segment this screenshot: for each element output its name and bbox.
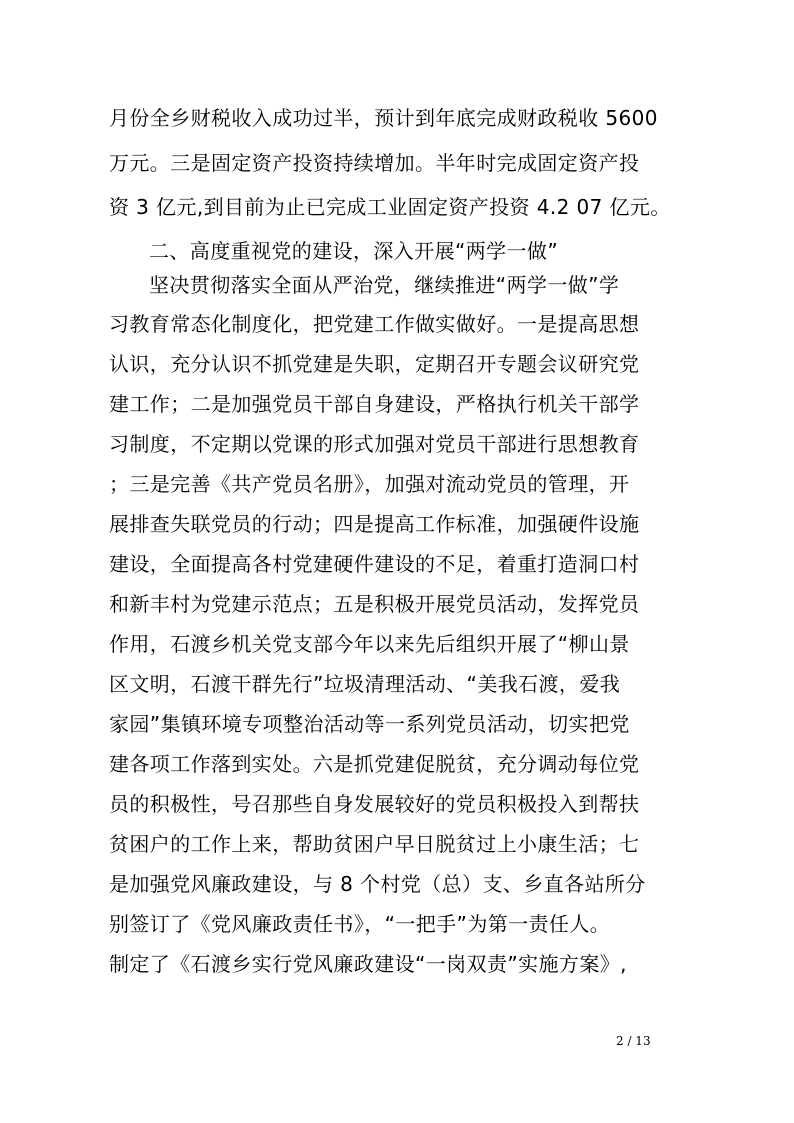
text-line: 月份全乡财税收入成功过半，预计到年底完成财政税收 5600	[109, 106, 658, 130]
text-line: 区文明，石渡干群先行”垃圾清理活动、“美我石渡，爱我	[109, 672, 621, 696]
text-line: 制定了《石渡乡实行党风廉政建设“一岗双责”实施方案》,	[109, 952, 627, 976]
text-line: 资 3 亿元,到目前为止已完成工业固定资产投资 4.2 07 亿元。	[109, 195, 671, 219]
page-number: 2 / 13	[616, 1034, 651, 1048]
text-line: 和新丰村为党建示范点；五是积极开展党员活动，发挥党员	[109, 592, 640, 616]
text-line: 展排查失联党员的行动；四是提高工作标准，加强硬件设施	[109, 512, 640, 536]
text-line: 建设，全面提高各村党建硬件建设的不足，着重打造洞口村	[109, 552, 640, 576]
text-line: ；三是完善《共产党员名册》，加强对流动党员的管理，开	[109, 472, 630, 496]
text-line: 家园”集镇环境专项整治活动等一系列党员活动，切实把党	[109, 712, 630, 736]
text-line: 作用，石渡乡机关党支部今年以来先后组织开展了“柳山景	[109, 632, 630, 656]
text-line: 别签订了《党风廉政责任书》，“一把手”为第一责任人。	[109, 912, 611, 936]
text-line: 贫困户的工作上来，帮助贫困户早日脱贫过上小康生活；七	[109, 832, 640, 856]
text-line: 是加强党风廉政建设，与 8 个村党（总）支、乡直各站所分	[109, 872, 646, 896]
text-line: 建工作；二是加强党员干部自身建设，严格执行机关干部学	[109, 392, 640, 416]
text-line: 万元。三是固定资产投资持续增加。半年时完成固定资产投	[109, 151, 640, 175]
text-line: 认识，充分认识不抓党建是失职，定期召开专题会议研究党	[109, 352, 640, 376]
text-line: 员的积极性，号召那些自身发展较好的党员积极投入到帮扶	[109, 792, 640, 816]
section-heading: 二、高度重视党的建设，深入开展“两学一做”	[149, 239, 559, 263]
text-line: 坚决贯彻落实全面从严治党，继续推进“两学一做”学	[149, 273, 620, 297]
text-line: 建各项工作落到实处。六是抓党建促脱贫，充分调动每位党	[109, 752, 640, 776]
text-line: 习教育常态化制度化，把党建工作做实做好。一是提高思想	[109, 312, 640, 336]
text-line: 习制度，不定期以党课的形式加强对党员干部进行思想教育	[109, 432, 640, 456]
